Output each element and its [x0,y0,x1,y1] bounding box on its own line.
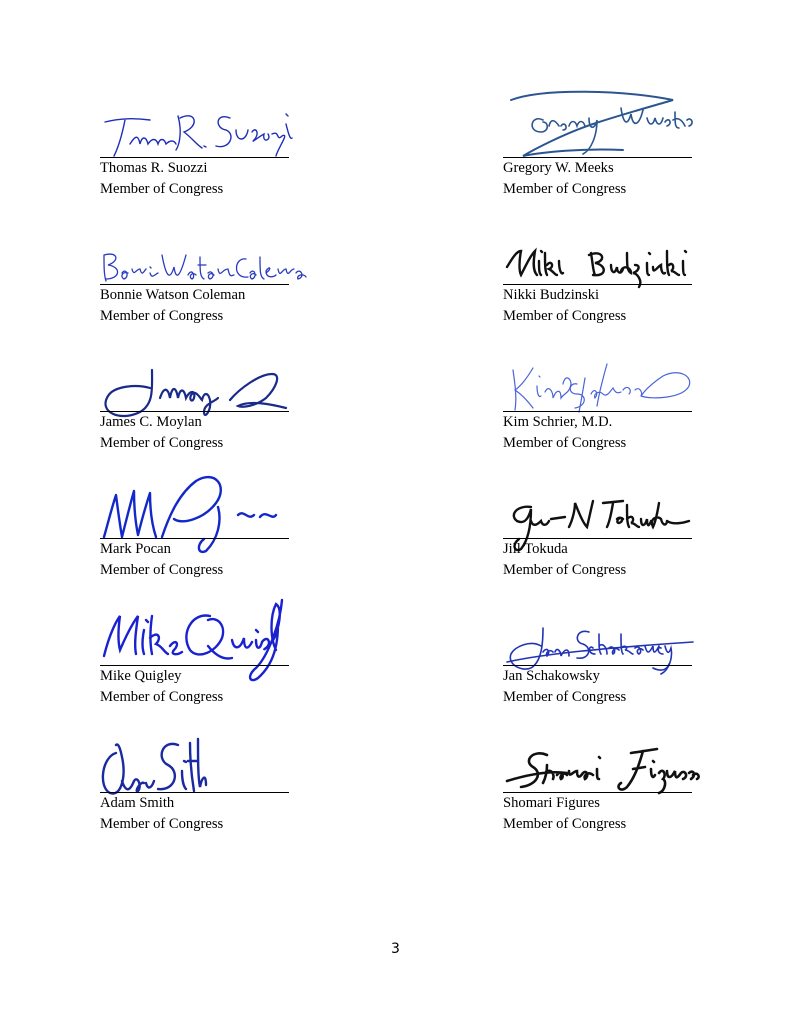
signatory-name: Mike Quigley [100,668,182,684]
signatory-title: Member of Congress [503,308,627,324]
signatory-name: Jan Schakowsky [503,668,600,684]
signature-quigley [100,594,340,664]
signatory-name: Gregory W. Meeks [503,160,614,176]
signatory-name: Shomari Figures [503,795,600,811]
signatory-title: Member of Congress [503,689,627,705]
signature-line [100,792,289,793]
signature-line [100,538,289,539]
signatory-name: Kim Schrier, M.D. [503,414,613,430]
signature-line [100,411,289,412]
page-number: 3 [391,941,400,957]
signatory-title: Member of Congress [100,308,224,324]
signatory-name: Mark Pocan [100,541,171,557]
signatory-title: Member of Congress [100,435,224,451]
signatory-name: Bonnie Watson Coleman [100,287,246,303]
signatory-name: Thomas R. Suozzi [100,160,208,176]
signature-line [100,284,289,285]
signatory-title: Member of Congress [503,181,627,197]
signatory-title: Member of Congress [503,816,627,832]
signature-moylan [100,348,340,418]
signatory-title: Member of Congress [100,816,224,832]
signature-line [503,792,692,793]
signatory-name: Jill Tokuda [503,541,568,557]
signatory-name: Adam Smith [100,795,175,811]
signature-line [503,157,692,158]
signatory-title: Member of Congress [503,562,627,578]
signatory-name: Nikki Budzinski [503,287,600,303]
signature-line [100,157,289,158]
signatory-name: James C. Moylan [100,414,202,430]
signatory-title: Member of Congress [100,562,224,578]
signature-pocan [100,463,340,533]
signatory-title: Member of Congress [503,435,627,451]
signature-smith [100,731,340,801]
signature-line [503,538,692,539]
signature-line [503,411,692,412]
signature-line [100,665,289,666]
signature-line [503,665,692,666]
signatory-title: Member of Congress [100,689,224,705]
signatory-title: Member of Congress [100,181,224,197]
signature-line [503,284,692,285]
signature-meeks [503,74,743,144]
